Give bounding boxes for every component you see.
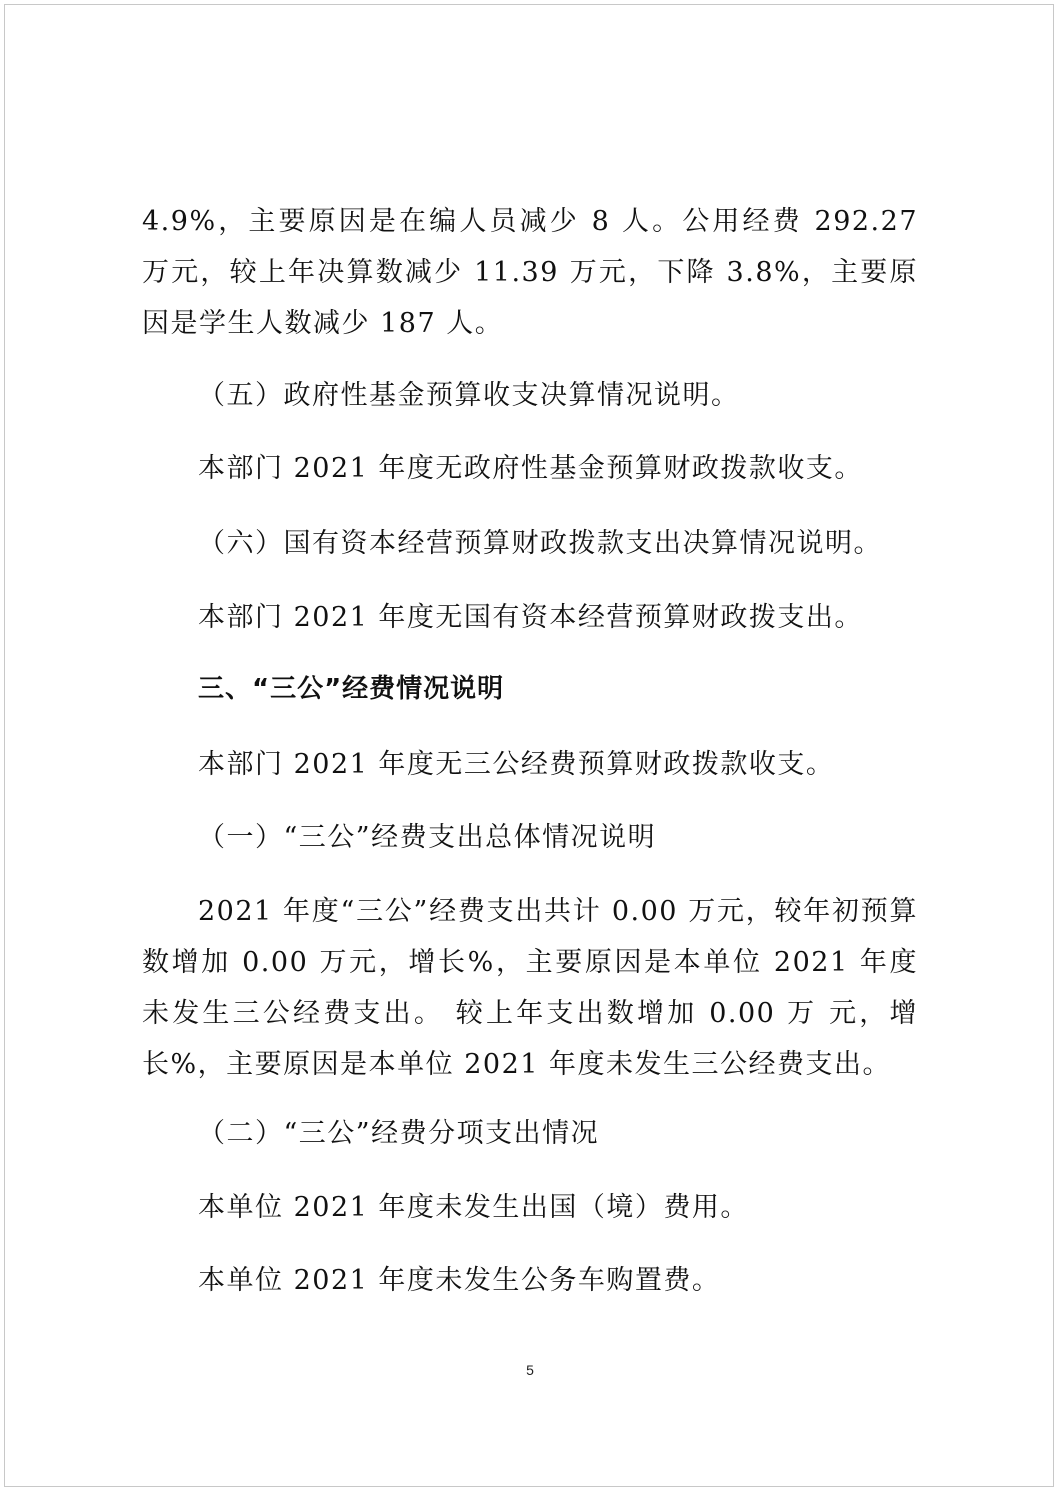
heading-three-public-itemized: （二）“三公”经费分项支出情况 (198, 1118, 600, 1149)
heading-government-fund: （五）政府性基金预算收支决算情况说明。 (198, 380, 740, 411)
heading-three-public-overall: （一）“三公”经费支出总体情况说明 (198, 822, 657, 853)
section-heading-three-public: 三、“三公”经费情况说明 (198, 674, 505, 704)
page-number: 5 (526, 1362, 534, 1378)
paragraph-state-capital: 本部门 2021 年度无国有资本经营预算财政拨支出。 (198, 602, 863, 633)
heading-state-capital: （六）国有资本经营预算财政拨款支出决算情况说明。 (198, 528, 882, 559)
paragraph-three-public-overall: 2021 年度“三公”经费支出共计 0.00 万元，较年初预算数增加 0.00 万元，增长%，主要原因是本单位 2021 年度未发生三公经费支出。 较上年支出数增加 0.00 万 元，增长%，主要原因是本单位 2021 年度未发生三公经费支出。 (142, 896, 918, 1080)
paragraph-vehicle-purchase: 本单位 2021 年度未发生公务车购置费。 (198, 1265, 721, 1296)
paragraph-government-fund: 本部门 2021 年度无政府性基金预算财政拨款收支。 (198, 453, 863, 484)
paragraph-staff-expense: 4.9%，主要原因是在编人员减少 8 人。公用经费 292.27 万元，较上年决算数减少 11.39 万元，下降 3.8%，主要原因是学生人数减少 187 人。 (142, 206, 918, 339)
paragraph-overseas-expense: 本单位 2021 年度未发生出国（境）费用。 (198, 1192, 749, 1223)
paragraph-three-public-none: 本部门 2021 年度无三公经费预算财政拨款收支。 (198, 749, 835, 780)
